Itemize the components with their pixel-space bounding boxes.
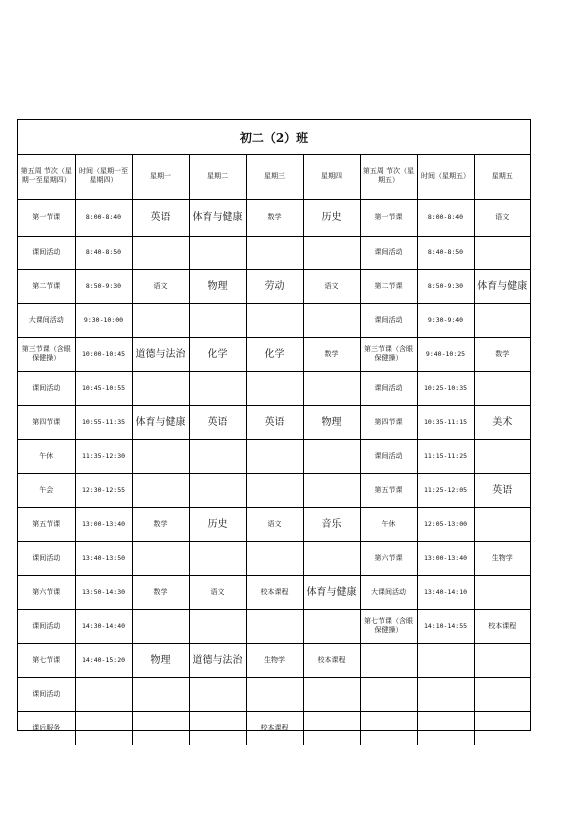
rows.12-cell: 第七节课（含眼保健操） [360,609,417,643]
timetable-sheet [17,119,531,731]
rows.6-cell: 第四节课 [360,405,417,439]
rows.9-cell: 第五节课 [18,507,75,541]
table-row [18,371,530,405]
header-cell: 星期三 [246,154,303,199]
rows.0-cell: 第一节课 [360,199,417,236]
rows.0-cell: 语文 [474,199,530,236]
rows.3-cell: 大课间活动 [18,303,75,337]
rows.13-cell: 14:40-15:20 [75,643,132,677]
rows.8-cell: 午会 [18,473,75,507]
rows.4-cell: 化学 [246,337,303,371]
rows.7-cell [246,439,303,473]
rows.12-cell [246,609,303,643]
table-row [18,439,530,473]
rows.11-cell: 体育与健康 [303,575,360,609]
table-row [18,405,530,439]
rows.11-cell: 大课间活动 [360,575,417,609]
rows.7-cell [474,439,530,473]
rows.15-cell: 校本课程 [246,711,303,745]
rows.9-cell: 午休 [360,507,417,541]
rows.1-cell: 课间活动 [360,236,417,269]
rows.11-cell: 13:40-14:10 [417,575,474,609]
rows.15-cell [417,711,474,745]
rows.11-cell: 第六节课 [18,575,75,609]
rows.0-cell: 英语 [132,199,189,236]
rows.1-cell [474,236,530,269]
rows.4-cell: 化学 [189,337,246,371]
rows.9-cell: 语文 [246,507,303,541]
rows.12-cell [132,609,189,643]
rows.1-cell: 8:40-8:50 [417,236,474,269]
table-row [18,677,530,711]
rows.5-cell: 10:45-10:55 [75,371,132,405]
rows.4-cell: 数学 [303,337,360,371]
rows.9-cell: 历史 [189,507,246,541]
rows.8-cell [303,473,360,507]
rows.0-cell: 8:00-8:40 [75,199,132,236]
header-cell: 时间（星期一至星期四） [75,154,132,199]
timetable-grid [18,154,530,745]
header-cell: 第五周 节次（星期一至星期四） [18,154,75,199]
rows.15-cell [474,711,530,745]
rows.12-cell: 14:30-14:40 [75,609,132,643]
header-cell: 星期二 [189,154,246,199]
table-row [18,643,530,677]
rows.2-cell: 语文 [303,269,360,303]
rows.5-cell: 课间活动 [18,371,75,405]
rows.4-cell: 10:00-10:45 [75,337,132,371]
rows.14-cell [360,677,417,711]
rows.4-cell: 道德与法治 [132,337,189,371]
rows.8-cell [189,473,246,507]
rows.12-cell: 课间活动 [18,609,75,643]
rows.0-cell: 数学 [246,199,303,236]
rows.8-cell [132,473,189,507]
table-row [18,269,530,303]
rows.1-cell: 8:40-8:50 [75,236,132,269]
rows.15-cell: 课后服务 [18,711,75,745]
rows.9-cell [474,507,530,541]
rows.7-cell [132,439,189,473]
rows.10-cell [246,541,303,575]
header-row [18,154,530,199]
rows.4-cell: 数学 [474,337,530,371]
rows.7-cell [303,439,360,473]
rows.5-cell [246,371,303,405]
rows.14-cell [417,677,474,711]
rows.4-cell: 第三节课（含眼保健操） [360,337,417,371]
rows.9-cell: 12:05-13:00 [417,507,474,541]
rows.5-cell [189,371,246,405]
rows.7-cell: 11:15-11:25 [417,439,474,473]
table-row [18,575,530,609]
rows.10-cell: 第六节课 [360,541,417,575]
rows.14-cell [303,677,360,711]
rows.8-cell: 第五节课 [360,473,417,507]
rows.9-cell: 数学 [132,507,189,541]
rows.3-cell [474,303,530,337]
rows.14-cell [189,677,246,711]
rows.8-cell: 12:30-12:55 [75,473,132,507]
rows.2-cell: 8:50-9:30 [417,269,474,303]
header-cell: 星期五 [474,154,530,199]
table-row [18,473,530,507]
rows.3-cell: 9:30-10:00 [75,303,132,337]
rows.12-cell: 14:10-14:55 [417,609,474,643]
rows.0-cell: 8:00-8:40 [417,199,474,236]
rows.3-cell: 课间活动 [360,303,417,337]
rows.1-cell [189,236,246,269]
rows.2-cell: 8:50-9:30 [75,269,132,303]
rows.13-cell [360,643,417,677]
header-cell: 第五周 节次（星期五） [360,154,417,199]
rows.2-cell: 体育与健康 [474,269,530,303]
rows.11-cell: 语文 [189,575,246,609]
rows.11-cell: 校本课程 [246,575,303,609]
rows.8-cell: 英语 [474,473,530,507]
rows.10-cell: 生物学 [474,541,530,575]
rows.2-cell: 第二节课 [18,269,75,303]
rows.13-cell: 物理 [132,643,189,677]
table-row [18,609,530,643]
rows.6-cell: 物理 [303,405,360,439]
rows.6-cell: 10:35-11:15 [417,405,474,439]
rows.3-cell [189,303,246,337]
rows.2-cell: 语文 [132,269,189,303]
table-row [18,303,530,337]
rows.13-cell [474,643,530,677]
rows.6-cell: 美术 [474,405,530,439]
timetable-title: 初二（2）班 [18,120,530,155]
rows.5-cell [474,371,530,405]
rows.0-cell: 体育与健康 [189,199,246,236]
rows.14-cell [75,677,132,711]
rows.1-cell [246,236,303,269]
rows.1-cell [303,236,360,269]
table-row [18,199,530,236]
rows.7-cell: 午休 [18,439,75,473]
rows.6-cell: 英语 [189,405,246,439]
rows.13-cell [417,643,474,677]
rows.8-cell: 11:25-12:05 [417,473,474,507]
rows.4-cell: 第三节课（含眼保健操） [18,337,75,371]
rows.6-cell: 英语 [246,405,303,439]
rows.14-cell: 课间活动 [18,677,75,711]
rows.7-cell: 课间活动 [360,439,417,473]
rows.14-cell [474,677,530,711]
rows.5-cell: 10:25-10:35 [417,371,474,405]
rows.10-cell [189,541,246,575]
rows.12-cell [189,609,246,643]
header-cell: 时间（星期五） [417,154,474,199]
rows.11-cell: 数学 [132,575,189,609]
rows.0-cell: 历史 [303,199,360,236]
rows.8-cell [246,473,303,507]
rows.1-cell: 课间活动 [18,236,75,269]
rows.6-cell: 10:55-11:35 [75,405,132,439]
rows.3-cell: 9:30-9:40 [417,303,474,337]
rows.15-cell [132,711,189,745]
rows.11-cell [474,575,530,609]
table-row [18,337,530,371]
rows.13-cell: 校本课程 [303,643,360,677]
rows.9-cell: 音乐 [303,507,360,541]
rows.10-cell: 13:40-13:50 [75,541,132,575]
rows.13-cell: 道德与法治 [189,643,246,677]
rows.11-cell: 13:50-14:30 [75,575,132,609]
rows.10-cell [132,541,189,575]
rows.9-cell: 13:00-13:40 [75,507,132,541]
rows.5-cell [303,371,360,405]
rows.13-cell: 第七节课 [18,643,75,677]
rows.1-cell [132,236,189,269]
rows.15-cell [75,711,132,745]
rows.2-cell: 第二节课 [360,269,417,303]
rows.5-cell: 课间活动 [360,371,417,405]
header-cell: 星期四 [303,154,360,199]
rows.5-cell [132,371,189,405]
rows.12-cell: 校本课程 [474,609,530,643]
rows.7-cell [189,439,246,473]
rows.14-cell [132,677,189,711]
rows.14-cell [246,677,303,711]
rows.10-cell [303,541,360,575]
rows.15-cell [303,711,360,745]
table-row [18,507,530,541]
rows.3-cell [303,303,360,337]
rows.3-cell [246,303,303,337]
table-row [18,711,530,745]
rows.7-cell: 11:35-12:30 [75,439,132,473]
rows.2-cell: 物理 [189,269,246,303]
rows.13-cell: 生物学 [246,643,303,677]
rows.4-cell: 9:40-10:25 [417,337,474,371]
rows.10-cell: 课间活动 [18,541,75,575]
rows.6-cell: 第四节课 [18,405,75,439]
rows.3-cell [132,303,189,337]
rows.10-cell: 13:00-13:40 [417,541,474,575]
rows.0-cell: 第一节课 [18,199,75,236]
rows.2-cell: 劳动 [246,269,303,303]
rows.15-cell [189,711,246,745]
rows.6-cell: 体育与健康 [132,405,189,439]
rows.12-cell [303,609,360,643]
header-cell: 星期一 [132,154,189,199]
table-row [18,236,530,269]
rows.15-cell [360,711,417,745]
table-row [18,541,530,575]
